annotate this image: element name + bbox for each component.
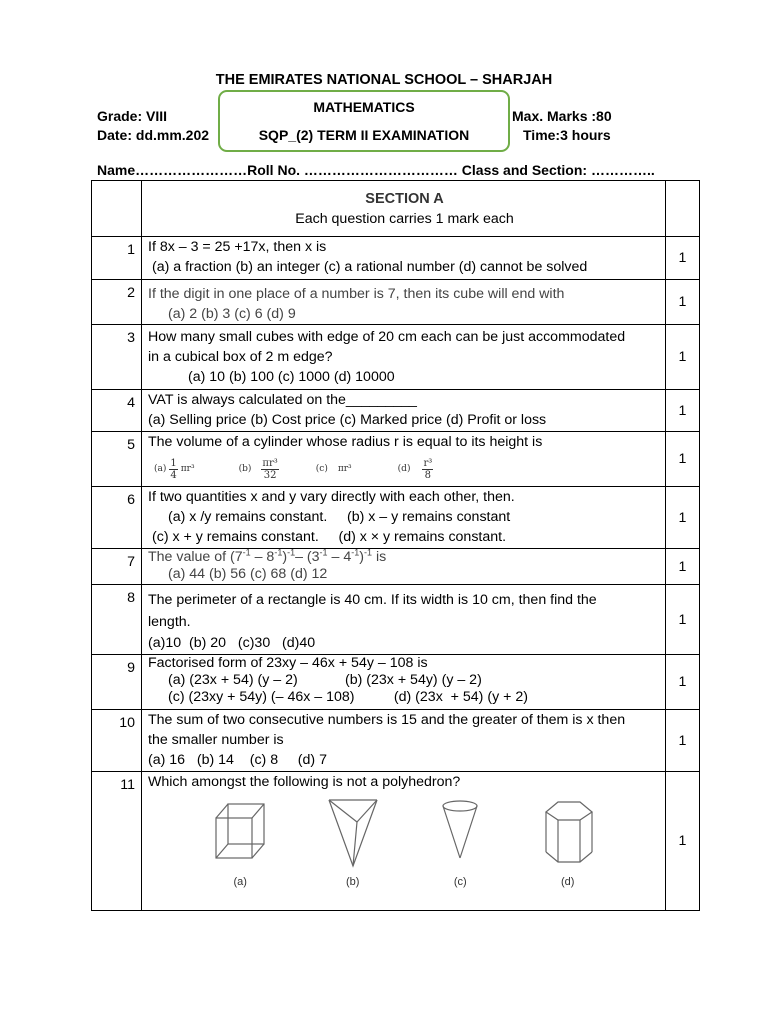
figure-b (323, 796, 383, 892)
school-name: THE EMIRATES NATIONAL SCHOOL – SHARJAH (215, 72, 553, 88)
question-options: (a) 10 (b) 100 (c) 1000 (d) 10000 (188, 369, 395, 385)
question-number: 9 (127, 660, 135, 676)
question-row (92, 487, 700, 549)
figure-c (435, 796, 485, 892)
question-line: The sum of two consecutive numbers is 15 and the greater of them is x then (148, 712, 626, 728)
question-number: 7 (127, 554, 135, 570)
question-text (142, 585, 666, 655)
question-marks: 1 (666, 710, 700, 772)
question-number: 10 (119, 715, 135, 731)
question-text (142, 325, 666, 390)
question-number: 11 (120, 777, 135, 793)
question-line: The volume of a cylinder whose radius r is equal to its height is (148, 434, 543, 450)
date-label: Date: dd.mm.202 (97, 127, 210, 143)
question-line: If 8x – 3 = 25 +17x, then x is (148, 239, 327, 255)
question-line: VAT is always calculated on the_________ (148, 392, 417, 408)
option-b-fraction: $\frac{\text{πr³}}{32}$ (262, 457, 278, 481)
option-c-expr: πr³ (337, 464, 352, 474)
question-marks: 1 (666, 325, 700, 390)
option-d-label: (d) (397, 464, 411, 474)
question-options: (c) (23xy + 54y) (– 46x – 108) (d) (23x + 54) (y + 2) (168, 689, 528, 705)
section-subtitle: Each question carries 1 mark each (295, 211, 514, 227)
option-a-expr: πr³ (180, 464, 195, 474)
time-label: Time:3 hours (523, 127, 611, 143)
question-options: (a) a fraction (b) an integer (c) a rational number (d) cannot be solved (152, 259, 588, 275)
student-info-line: Name……………………Roll No. …………………………… Class and Section: ………….. (97, 162, 655, 178)
section-marks-cell (666, 181, 700, 237)
question-number: 2 (127, 285, 135, 301)
question-row (92, 325, 700, 390)
question-row (92, 432, 700, 487)
cone-figure (435, 796, 485, 872)
question-line: The perimeter of a rectangle is 40 cm. If its width is 10 cm, then find the (148, 592, 597, 608)
question-text (142, 432, 666, 487)
question-options: (a)10 (b) 20 (c)30 (d)40 (148, 635, 316, 651)
question-text (142, 655, 666, 710)
question-line: How many small cubes with edge of 20 cm each can be just accommodated (148, 329, 626, 345)
question-marks: 1 (666, 390, 700, 432)
question-number: 3 (127, 330, 135, 346)
question-marks: 1 (666, 487, 700, 549)
question-row (92, 280, 700, 325)
question-text (142, 710, 666, 772)
question-row (92, 237, 700, 280)
question-number: 1 (127, 242, 135, 258)
figure-b-label: (b) (346, 876, 360, 888)
question-marks: 1 (666, 772, 700, 911)
section-num-cell (92, 181, 142, 237)
figure-c-label: (c) (453, 876, 467, 888)
question-row (92, 655, 700, 710)
question-line: The value of $(7^{-1} - 8^{-1})^{-1}-$ $(3^{-1} - 4^{-1})^{-1}$ is (148, 547, 387, 565)
figure-d-label: (d) (561, 876, 575, 888)
question-marks: 1 (666, 585, 700, 655)
question-marks: 1 (666, 655, 700, 710)
question-row (92, 390, 700, 432)
question-number: 4 (127, 395, 135, 411)
question-row (92, 585, 700, 655)
cube-figure (210, 796, 270, 872)
question-number: 5 (127, 437, 135, 453)
question-line: the smaller number is (148, 732, 284, 748)
question-marks: 1 (666, 432, 700, 487)
question-row (92, 772, 700, 911)
question-number: 6 (127, 492, 135, 508)
question-options: (a) (23x + 54) (y – 2) (b) (23x + 54y) (y – 2) (168, 672, 482, 688)
option-a-label: (a) (154, 464, 167, 474)
exam-title: SQP_(2) TERM II EXAMINATION (258, 127, 470, 143)
question-line: Factorised form of 23xy – 46x + 54y – 108 is (148, 655, 428, 671)
hexagonal-prism-figure (538, 796, 598, 872)
section-title: SECTION A (365, 191, 444, 207)
option-b-label: (b) (238, 464, 252, 474)
question-line: in a cubical box of 2 m edge? (148, 349, 333, 365)
figure-a (210, 796, 270, 892)
question-marks: 1 (666, 280, 700, 325)
figure-d (538, 796, 598, 892)
question-text (142, 549, 666, 585)
question-line: Which amongst the following is not a polyhedron? (148, 774, 461, 790)
question-options: (c) x + y remains constant. (d) x × y remains constant. (152, 529, 507, 545)
subject-title: MATHEMATICS (313, 99, 415, 115)
option-a-fraction: $\frac{1}{4}$ (170, 457, 177, 481)
question-text (142, 237, 666, 280)
question-marks: 1 (666, 549, 700, 585)
question-text (142, 772, 666, 911)
question-number: 8 (127, 590, 135, 606)
question-row (92, 549, 700, 585)
question-text (142, 390, 666, 432)
grade-label: Grade: VIII (97, 108, 168, 124)
question-options: (a) x /y remains constant. (b) x – y remains constant (168, 509, 511, 525)
pyramid-figure (323, 796, 383, 872)
questions-table (91, 180, 700, 911)
question-text (142, 487, 666, 549)
question-options: (a) 44 (b) 56 (c) 68 (d) 12 (168, 566, 328, 582)
cylinder-volume-options (148, 452, 661, 486)
section-header (142, 181, 666, 237)
option-d-fraction: $\frac{\text{r³}}{8}$ (423, 457, 433, 481)
question-line: If two quantities x and y vary directly with each other, then. (148, 489, 515, 505)
question-line: If the digit in one place of a number is 7, then its cube will end with (148, 286, 565, 302)
question-marks: 1 (666, 237, 700, 280)
question-text (142, 280, 666, 325)
max-marks-label: Max. Marks :80 (512, 108, 612, 124)
question-row (92, 710, 700, 772)
polyhedron-figures (184, 796, 624, 892)
question-options: (a) 16 (b) 14 (c) 8 (d) 7 (148, 752, 327, 768)
question-options: (a) Selling price (b) Cost price (c) Marked price (d) Profit or loss (148, 412, 547, 428)
question-line: length. (148, 614, 191, 630)
option-c-label: (c) (315, 464, 328, 474)
question-options: (a) 2 (b) 3 (c) 6 (d) 9 (168, 306, 296, 322)
figure-a-label: (a) (233, 876, 247, 888)
